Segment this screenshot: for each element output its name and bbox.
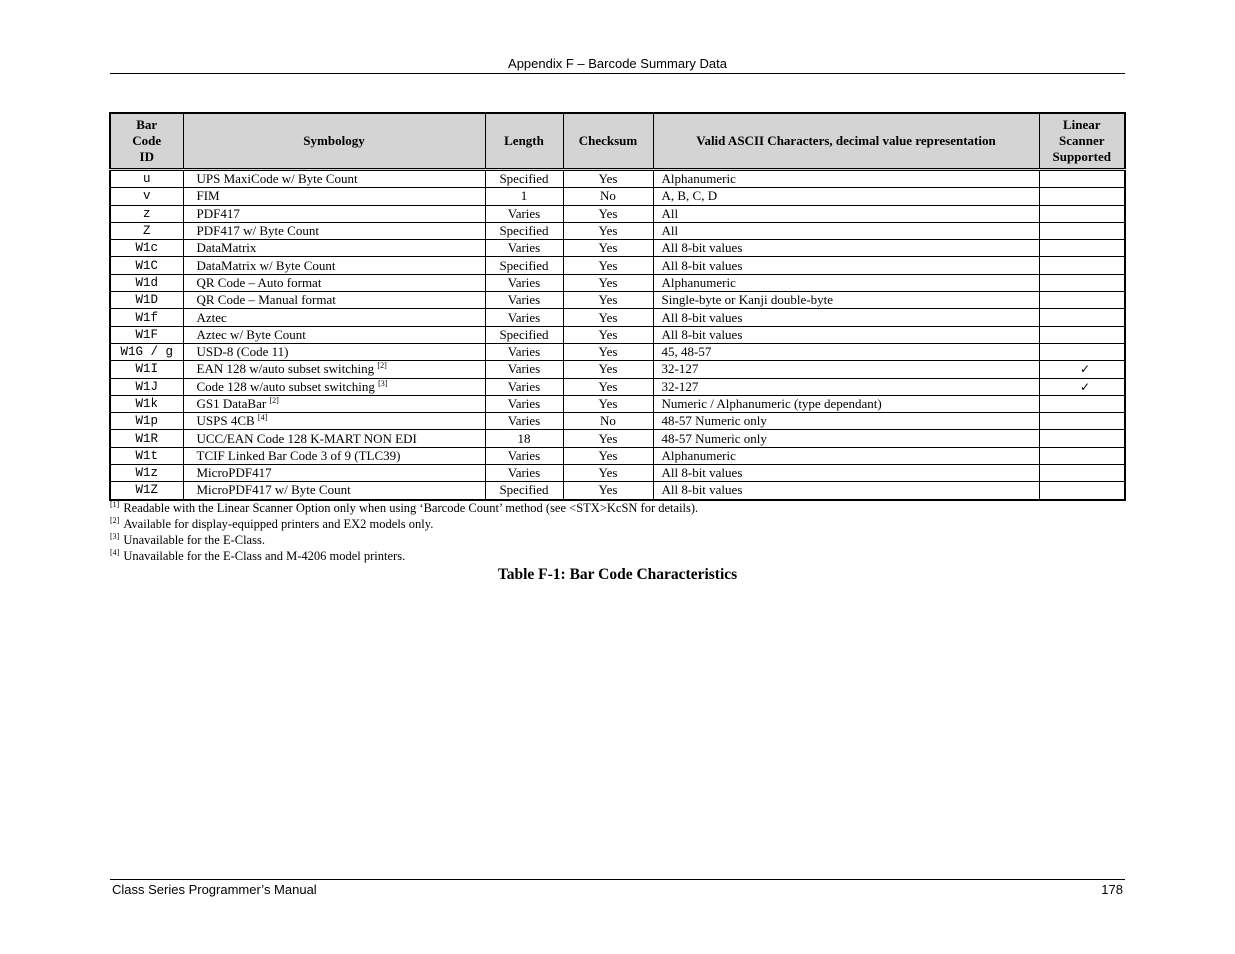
cell-checksum: Yes [563,482,653,500]
cell-checksum: Yes [563,205,653,222]
col-header-bar-code-id: Bar Code ID [110,113,183,170]
cell-symbology: UCC/EAN Code 128 K-MART NON EDI [183,430,485,447]
cell-length: Specified [485,170,563,188]
cell-checksum: Yes [563,274,653,291]
cell-length: Varies [485,343,563,360]
footnote-text: Unavailable for the E-Class. [123,533,265,547]
cell-bar-code-id: W1k [110,395,183,412]
cell-valid-chars: 32-127 [653,378,1039,395]
cell-valid-chars: All 8-bit values [653,257,1039,274]
table-row [110,274,1125,291]
footnote-mark: [2] [110,516,120,525]
table-row [110,430,1125,447]
cell-valid-chars: 48-57 Numeric only [653,430,1039,447]
cell-valid-chars: All [653,222,1039,239]
cell-bar-code-id: W1f [110,309,183,326]
cell-symbology: PDF417 [183,205,485,222]
cell-checksum: No [563,188,653,205]
table-row [110,222,1125,239]
cell-checksum: Yes [563,430,653,447]
cell-length: Specified [485,222,563,239]
cell-bar-code-id: W1t [110,447,183,464]
cell-checksum: Yes [563,240,653,257]
page-footer [110,879,1125,898]
cell-bar-code-id: z [110,205,183,222]
col-header-length: Length [485,113,563,170]
footnote-ref: [2] [377,361,387,371]
cell-length: Specified [485,326,563,343]
footnote-text: Unavailable for the E-Class and M-4206 model printers. [123,549,406,563]
cell-bar-code-id: W1I [110,361,183,378]
cell-checksum: Yes [563,378,653,395]
cell-valid-chars: Single-byte or Kanji double-byte [653,292,1039,309]
cell-valid-chars: All 8-bit values [653,240,1039,257]
cell-bar-code-id: W1d [110,274,183,291]
table-row [110,361,1125,378]
cell-bar-code-id: W1Z [110,482,183,500]
cell-linear-scanner [1039,205,1125,222]
col-header-checksum: Checksum [563,113,653,170]
cell-linear-scanner [1039,309,1125,326]
cell-valid-chars: 32-127 [653,361,1039,378]
cell-checksum: Yes [563,395,653,412]
cell-symbology: Code 128 w/auto subset switching [3] [183,378,485,395]
table-row [110,309,1125,326]
table-row [110,188,1125,205]
footnotes [110,500,698,564]
cell-bar-code-id: W1z [110,465,183,482]
cell-linear-scanner [1039,447,1125,464]
cell-checksum: Yes [563,170,653,188]
footnote-mark: [4] [110,548,120,557]
cell-symbology: EAN 128 w/auto subset switching [2] [183,361,485,378]
cell-checksum: Yes [563,257,653,274]
col-header-valid-ascii: Valid ASCII Characters, decimal value representation [653,113,1039,170]
footnote [110,532,698,548]
cell-length: Varies [485,413,563,430]
cell-symbology: USPS 4CB [4] [183,413,485,430]
cell-checksum: Yes [563,326,653,343]
cell-valid-chars: Alphanumeric [653,447,1039,464]
cell-valid-chars: Alphanumeric [653,170,1039,188]
col-header-symbology: Symbology [183,113,485,170]
cell-checksum: Yes [563,222,653,239]
cell-linear-scanner [1039,292,1125,309]
cell-bar-code-id: W1R [110,430,183,447]
cell-length: Varies [485,378,563,395]
table-row [110,292,1125,309]
cell-bar-code-id: W1p [110,413,183,430]
cell-linear-scanner [1039,257,1125,274]
cell-linear-scanner [1039,378,1125,395]
footnote [110,548,698,564]
table-row [110,482,1125,500]
cell-checksum: Yes [563,361,653,378]
cell-symbology: Aztec [183,309,485,326]
table-header-row [110,113,1125,170]
cell-length: Varies [485,361,563,378]
cell-symbology: USD-8 (Code 11) [183,343,485,360]
cell-linear-scanner [1039,343,1125,360]
cell-linear-scanner [1039,170,1125,188]
cell-length: Varies [485,240,563,257]
cell-length: 1 [485,188,563,205]
footnote-ref: [4] [257,413,268,423]
cell-length: Varies [485,465,563,482]
table-row [110,395,1125,412]
cell-checksum: Yes [563,465,653,482]
table-row [110,378,1125,395]
cell-valid-chars: All 8-bit values [653,309,1039,326]
cell-checksum: Yes [563,309,653,326]
cell-valid-chars: 48-57 Numeric only [653,413,1039,430]
cell-valid-chars: Alphanumeric [653,274,1039,291]
footnote-ref: [3] [378,378,388,388]
cell-valid-chars: 45, 48-57 [653,343,1039,360]
cell-linear-scanner [1039,482,1125,500]
cell-valid-chars: All [653,205,1039,222]
cell-linear-scanner [1039,395,1125,412]
cell-linear-scanner [1039,465,1125,482]
cell-linear-scanner [1039,240,1125,257]
footnote [110,500,698,516]
checkmark-icon: ✓ [1079,362,1090,377]
cell-valid-chars: A, B, C, D [653,188,1039,205]
cell-symbology: DataMatrix [183,240,485,257]
cell-symbology: FIM [183,188,485,205]
table-body [110,170,1125,500]
cell-bar-code-id: W1C [110,257,183,274]
cell-linear-scanner [1039,188,1125,205]
table-row [110,257,1125,274]
table-row [110,447,1125,464]
cell-symbology: Aztec w/ Byte Count [183,326,485,343]
table-row [110,240,1125,257]
cell-bar-code-id: W1c [110,240,183,257]
page-number: 178 [1101,882,1123,897]
cell-linear-scanner [1039,361,1125,378]
cell-symbology: QR Code – Manual format [183,292,485,309]
cell-valid-chars: All 8-bit values [653,465,1039,482]
cell-linear-scanner [1039,222,1125,239]
table-row [110,326,1125,343]
table-row [110,205,1125,222]
cell-checksum: Yes [563,447,653,464]
manual-title: Class Series Programmer’s Manual [112,882,317,897]
cell-valid-chars: Numeric / Alphanumeric (type dependant) [653,395,1039,412]
footnote-ref: [2] [269,396,279,405]
cell-linear-scanner [1039,413,1125,430]
cell-length: Varies [485,205,563,222]
cell-length: Specified [485,257,563,274]
cell-bar-code-id: W1F [110,326,183,343]
cell-length: Specified [485,482,563,500]
table-caption: Table F-1: Bar Code Characteristics [497,566,738,583]
cell-valid-chars: All 8-bit values [653,326,1039,343]
cell-length: Varies [485,309,563,326]
cell-linear-scanner [1039,274,1125,291]
cell-symbology: TCIF Linked Bar Code 3 of 9 (TLC39) [183,447,485,464]
table-row [110,170,1125,188]
cell-bar-code-id: W1D [110,292,183,309]
cell-checksum: Yes [563,292,653,309]
cell-bar-code-id: u [110,170,183,188]
page-header: Appendix F – Barcode Summary Data [110,56,1125,74]
cell-valid-chars: All 8-bit values [653,482,1039,500]
cell-length: 18 [485,430,563,447]
cell-bar-code-id: Z [110,222,183,239]
col-header-linear-scanner: Linear Scanner Supported [1039,113,1125,170]
cell-checksum: No [563,413,653,430]
cell-linear-scanner [1039,326,1125,343]
footnote [110,516,698,532]
cell-length: Varies [485,395,563,412]
barcode-characteristics-table [109,112,1126,501]
checkmark-icon: ✓ [1079,379,1090,394]
cell-linear-scanner [1039,430,1125,447]
cell-bar-code-id: W1J [110,378,183,395]
cell-length: Varies [485,447,563,464]
footnote-text: Readable with the Linear Scanner Option only when using ‘Barcode Count’ method (see <STX>KcSN for details). [123,501,699,515]
cell-checksum: Yes [563,343,653,360]
table-row [110,465,1125,482]
cell-symbology: MicroPDF417 [183,465,485,482]
cell-bar-code-id: W1G / g [110,343,183,360]
cell-symbology: PDF417 w/ Byte Count [183,222,485,239]
footnote-text: Available for display-equipped printers and EX2 models only. [123,517,434,531]
footnote-mark: [3] [110,532,120,541]
table-row [110,413,1125,430]
table-row [110,343,1125,360]
cell-symbology: UPS MaxiCode w/ Byte Count [183,170,485,188]
cell-symbology: DataMatrix w/ Byte Count [183,257,485,274]
cell-length: Varies [485,292,563,309]
cell-symbology: GS1 DataBar [2] [183,395,485,412]
footnote-mark: [1] [110,500,120,509]
cell-symbology: QR Code – Auto format [183,274,485,291]
cell-length: Varies [485,274,563,291]
cell-bar-code-id: v [110,188,183,205]
cell-symbology: MicroPDF417 w/ Byte Count [183,482,485,500]
